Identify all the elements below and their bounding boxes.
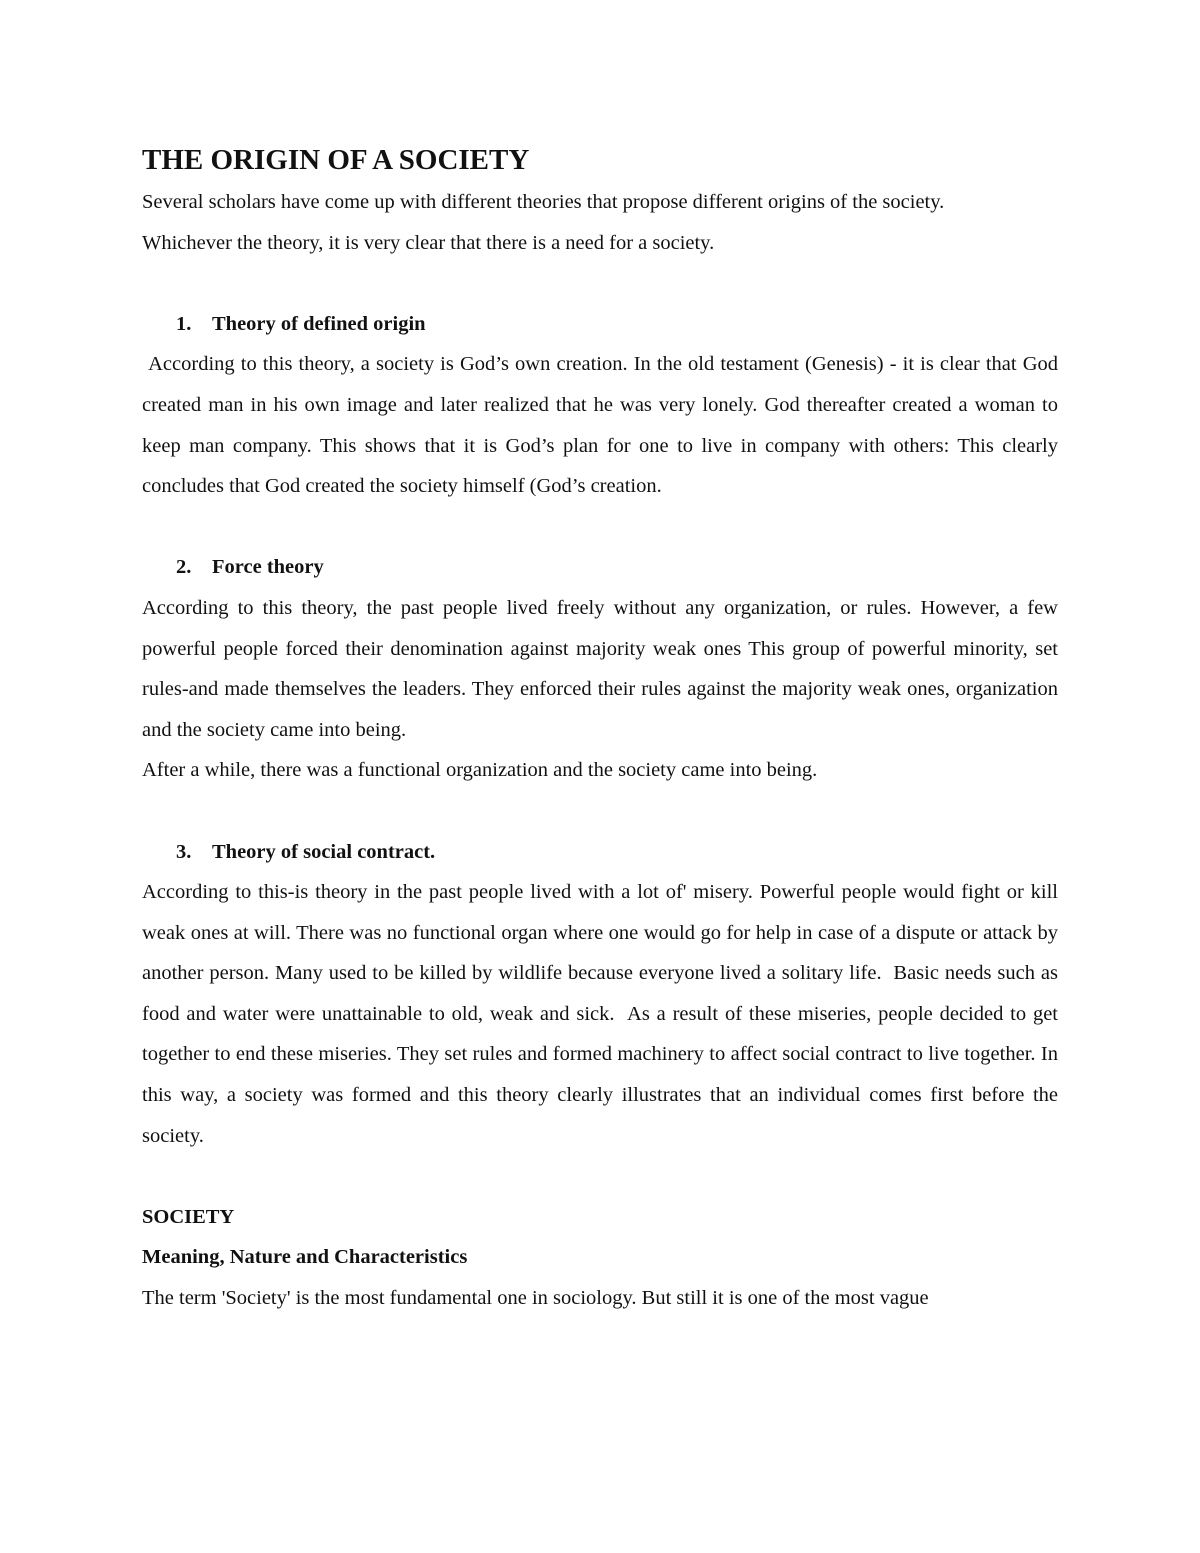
section-paragraph: After a while, there was a functional organization and the society came into being. — [142, 759, 818, 782]
section-paragraph: According to this theory, the past people lived freely without any organization, or rules. However, a few powerful people forced their denomination against majority weak ones This group of powerful minority, set rules-and made themselves the leaders. They enforced their rules against the majority weak ones, organization and the society came into being. — [142, 596, 1058, 741]
intro-paragraph: Several scholars have come up with different theories that propose different origins of the society. — [142, 191, 945, 213]
section-title: Theory of social contract. — [212, 840, 436, 863]
society-heading: SOCIETY — [142, 1205, 235, 1228]
society-paragraph: The term 'Society' is the most fundamental one in sociology. But still it is one of the most vague — [142, 1287, 929, 1310]
document-page — [142, 140, 1064, 1319]
intro-paragraph: Whichever the theory, it is very clear that there is a need for a society. — [142, 231, 715, 254]
document-title: THE ORIGIN OF A SOCIETY — [142, 144, 530, 176]
section-title: Force theory — [212, 556, 324, 579]
section-number: 3. — [176, 840, 192, 863]
section-paragraph: According to this theory, a society is God’s own creation. In the old testament (Genesis) - it is clear that God created man in his own image and later realized that he was very lonely. God thereafter created a woman to keep man company. This shows that it is God’s plan for one to live in company with others: This clearly concludes that God created the society himself (God’s creation. — [142, 353, 1064, 498]
spacer — [142, 263, 1058, 304]
section-heading — [142, 547, 1058, 588]
section-number: 2. — [176, 556, 192, 579]
spacer — [142, 791, 1058, 832]
spacer — [142, 507, 1058, 548]
society-subheading: Meaning, Nature and Characteristics — [142, 1246, 468, 1269]
section-title: Theory of defined origin — [212, 312, 426, 335]
section-heading — [142, 832, 1058, 873]
section-number: 1. — [176, 312, 192, 335]
spacer — [142, 1156, 1058, 1197]
section-heading — [142, 304, 1058, 345]
section-paragraph: According to this-is theory in the past people lived with a lot of' misery. Powerful people would fight or kill weak ones at will. There was no functional organ where one would go for help in case of a dispute or attack by another person. Many used to be killed by wildlife because everyone lived a solitary life. Basic needs such as food and water were unattainable to old, weak and sick. As a result of these miseries, people decided to get together to end these miseries. They set rules and formed machinery to affect social contract to live together. In this way, a society was formed and this theory clearly illustrates that an individual comes first before the society. — [142, 881, 1064, 1147]
